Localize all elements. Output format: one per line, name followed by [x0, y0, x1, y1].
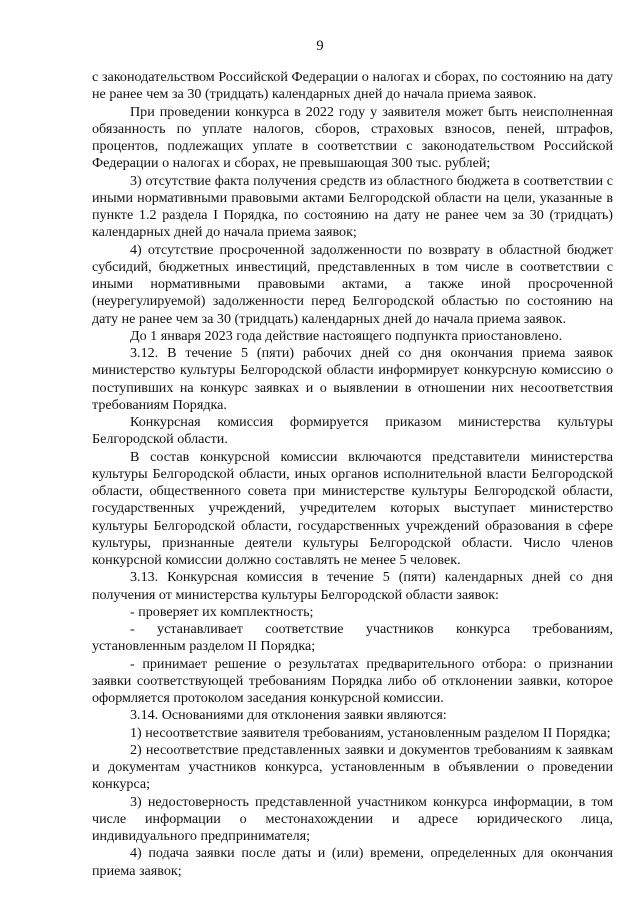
list-item: 2) несоответствие представленных заявки и документов требованиям к заявкам и документам участников конкурса, установленным в объявлении о проведении конкурса;	[92, 741, 613, 793]
list-item: 1) несоответствие заявителя требованиям, установленным разделом II Порядка;	[130, 724, 611, 741]
document-body	[92, 69, 613, 880]
paragraph: 3.13. Конкурсная комиссия в течение 5 (пяти) календарных дней со дня получения от министерства культуры Белгородской области заявок:	[92, 569, 613, 603]
paragraph: Конкурсная комиссия формируется приказом министерства культуры Белгородской области.	[92, 414, 613, 448]
list-item: - принимает решение о результатах предварительного отбора: о признании заявки соответствующей требованиям Порядка либо об отклонении заявки, которое оформляется протоколом заседания конкурсной комиссии.	[92, 655, 613, 706]
list-item: 3) недостоверность представленной участником конкурса информации, в том числе информации о местонахождении и адресе юридического лица, индивидуального предпринимателя;	[92, 793, 613, 844]
list-item: - устанавливает соответствие участников конкурса требованиям, установленным разделом II Порядка;	[92, 621, 613, 655]
paragraph: 3.12. В течение 5 (пяти) рабочих дней со дня окончания приема заявок министерство культуры Белгородской области информирует конкурсную комиссию о поступивших на конкурс заявках и о выявлении в отношении них несоответствия требованиям Порядка.	[92, 345, 613, 413]
paragraph: До 1 января 2023 года действие настоящего подпункта приостановлено.	[130, 327, 563, 344]
paragraph: 3.14. Основаниями для отклонения заявки являются:	[130, 707, 447, 724]
paragraph: с законодательством Российской Федерации о налогах и сборах, по состоянию на дату не ранее чем за 30 (тридцать) календарных дней до начала приема заявок.	[92, 69, 613, 103]
list-item: - проверяет их комплектность;	[130, 603, 314, 620]
paragraph: При проведении конкурса в 2022 году у заявителя может быть неисполненная обязанность по уплате налогов, сборов, страховых взносов, пеней, штрафов, процентов, подлежащих уплате в соответствии с законодательством Российской Федерации о налогах и сборах, не превышающая 300 тыс. рублей;	[92, 103, 613, 172]
paragraph: 3) отсутствие факта получения средств из областного бюджета в соответствии с иными нормативными правовыми актами Белгородской области на цели, указанные в пункте 1.2 раздела I Порядка, по состоянию на дату не ранее чем за 30 (тридцать) календарных дней до начала приема заявок;	[92, 172, 613, 241]
paragraph: В состав конкурсной комиссии включаются представители министерства культуры Белгородской области, иных органов исполнительной власти Белгородской области, общественного совета при министерстве культуры Белгородской области, государственных учреждений, учредителем которых выступает министерство культуры Белгородской области, государственных учреждений образования в сфере культуры, признанные деятели культуры Белгородской области. Число членов конкурсной комиссии должно составлять не менее 5 человек.	[92, 448, 613, 568]
paragraph: 4) отсутствие просроченной задолженности по возврату в областной бюджет субсидий, бюджетных инвестиций, представленных в том числе в соответствии с иными нормативными правовыми актами, а также иной просроченной (неурегулируемой) задолженности перед Белгородской областью по состоянию на дату не ранее чем за 30 (тридцать) календарных дней до начала приема заявок.	[92, 241, 613, 327]
page-number: 9	[316, 38, 324, 54]
list-item: 4) подача заявки после даты и (или) времени, определенных для окончания приема заявок;	[92, 845, 613, 879]
